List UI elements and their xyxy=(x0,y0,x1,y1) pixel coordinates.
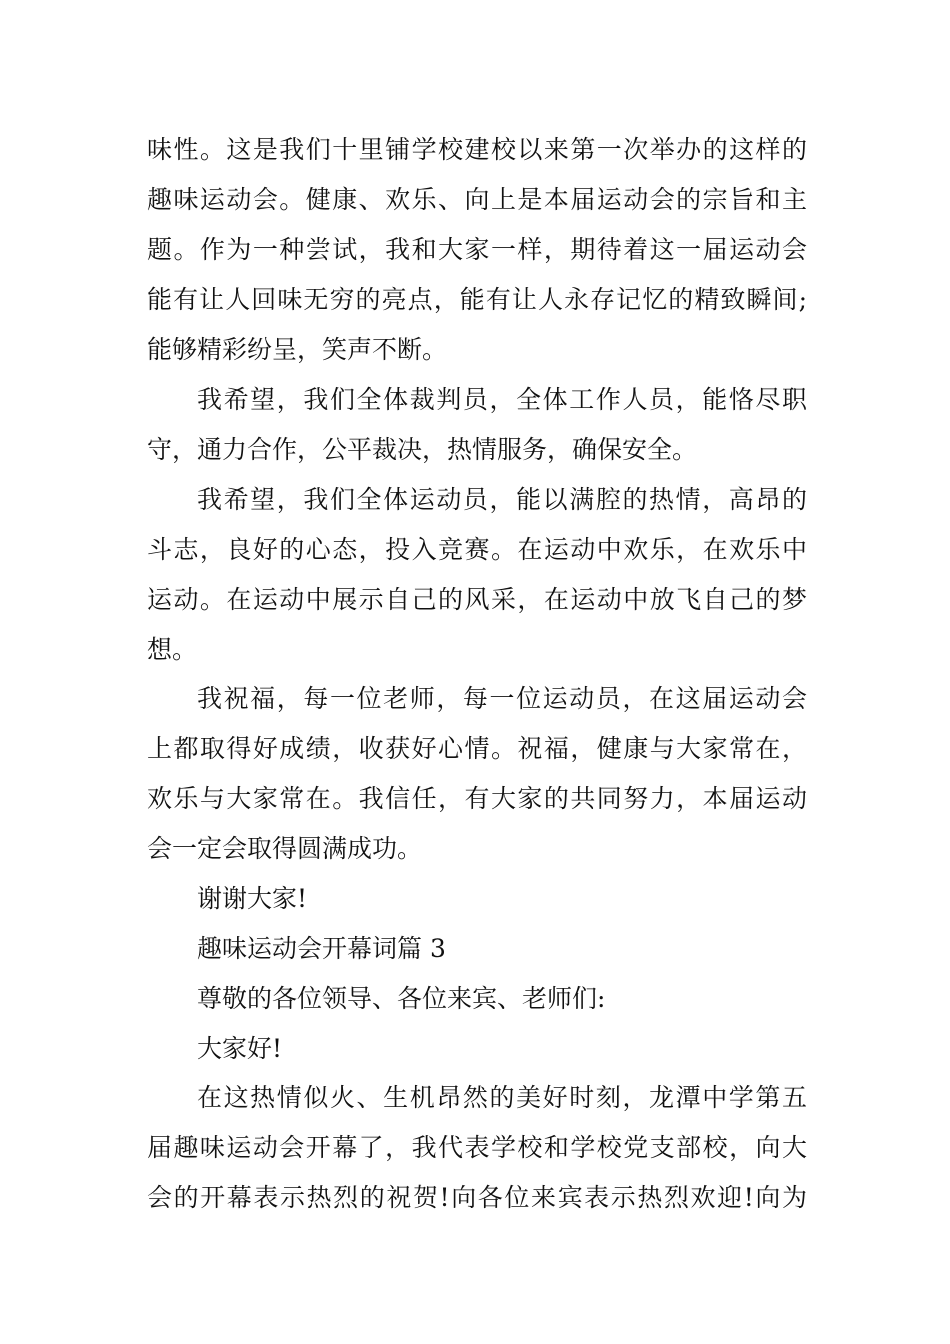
paragraph-line: 运动。在运动中展示自己的风采，在运动中放飞自己的梦 xyxy=(147,585,807,614)
paragraph-line: 能有让人回味无穷的亮点，能有让人永存记忆的精致瞬间; xyxy=(147,285,807,314)
paragraph-line: 想。 xyxy=(147,635,198,664)
paragraph-line: 趣味运动会。健康、欢乐、向上是本届运动会的宗旨和主 xyxy=(147,185,807,214)
paragraph-line: 在这热情似火、生机昂然的美好时刻，龙潭中学第五 xyxy=(197,1083,807,1112)
salutation-line: 尊敬的各位领导、各位来宾、老师们: xyxy=(197,984,606,1013)
section-heading: 趣味运动会开幕词篇 3 xyxy=(197,934,446,963)
paragraph-line: 上都取得好成绩，收获好心情。祝福，健康与大家常在， xyxy=(147,734,807,763)
paragraph-line: 斗志，良好的心态，投入竞赛。在运动中欢乐，在欢乐中 xyxy=(147,535,807,564)
greeting-line: 大家好! xyxy=(197,1034,283,1063)
paragraph-line: 我祝福，每一位老师，每一位运动员，在这届运动会 xyxy=(197,684,807,713)
paragraph-line: 欢乐与大家常在。我信任，有大家的共同努力，本届运动 xyxy=(147,784,807,813)
paragraph-line: 题。作为一种尝试，我和大家一样，期待着这一届运动会 xyxy=(147,235,807,264)
paragraph-line: 味性。这是我们十里铺学校建校以来第一次举办的这样的 xyxy=(147,135,807,164)
paragraph-line: 守，通力合作，公平裁决，热情服务，确保安全。 xyxy=(147,435,698,464)
paragraph-line: 届趣味运动会开幕了，我代表学校和学校党支部校，向大 xyxy=(147,1133,807,1162)
paragraph-line: 谢谢大家! xyxy=(197,884,308,913)
paragraph-line: 我希望，我们全体裁判员，全体工作人员，能恪尽职 xyxy=(197,385,807,414)
paragraph-line: 会一定会取得圆满成功。 xyxy=(147,834,423,863)
paragraph-line: 我希望，我们全体运动员，能以满腔的热情，高昂的 xyxy=(197,485,807,514)
paragraph-line: 会的开幕表示热烈的祝贺!向各位来宾表示热烈欢迎!向为 xyxy=(147,1183,807,1212)
paragraph-line: 能够精彩纷呈，笑声不断。 xyxy=(147,335,448,364)
